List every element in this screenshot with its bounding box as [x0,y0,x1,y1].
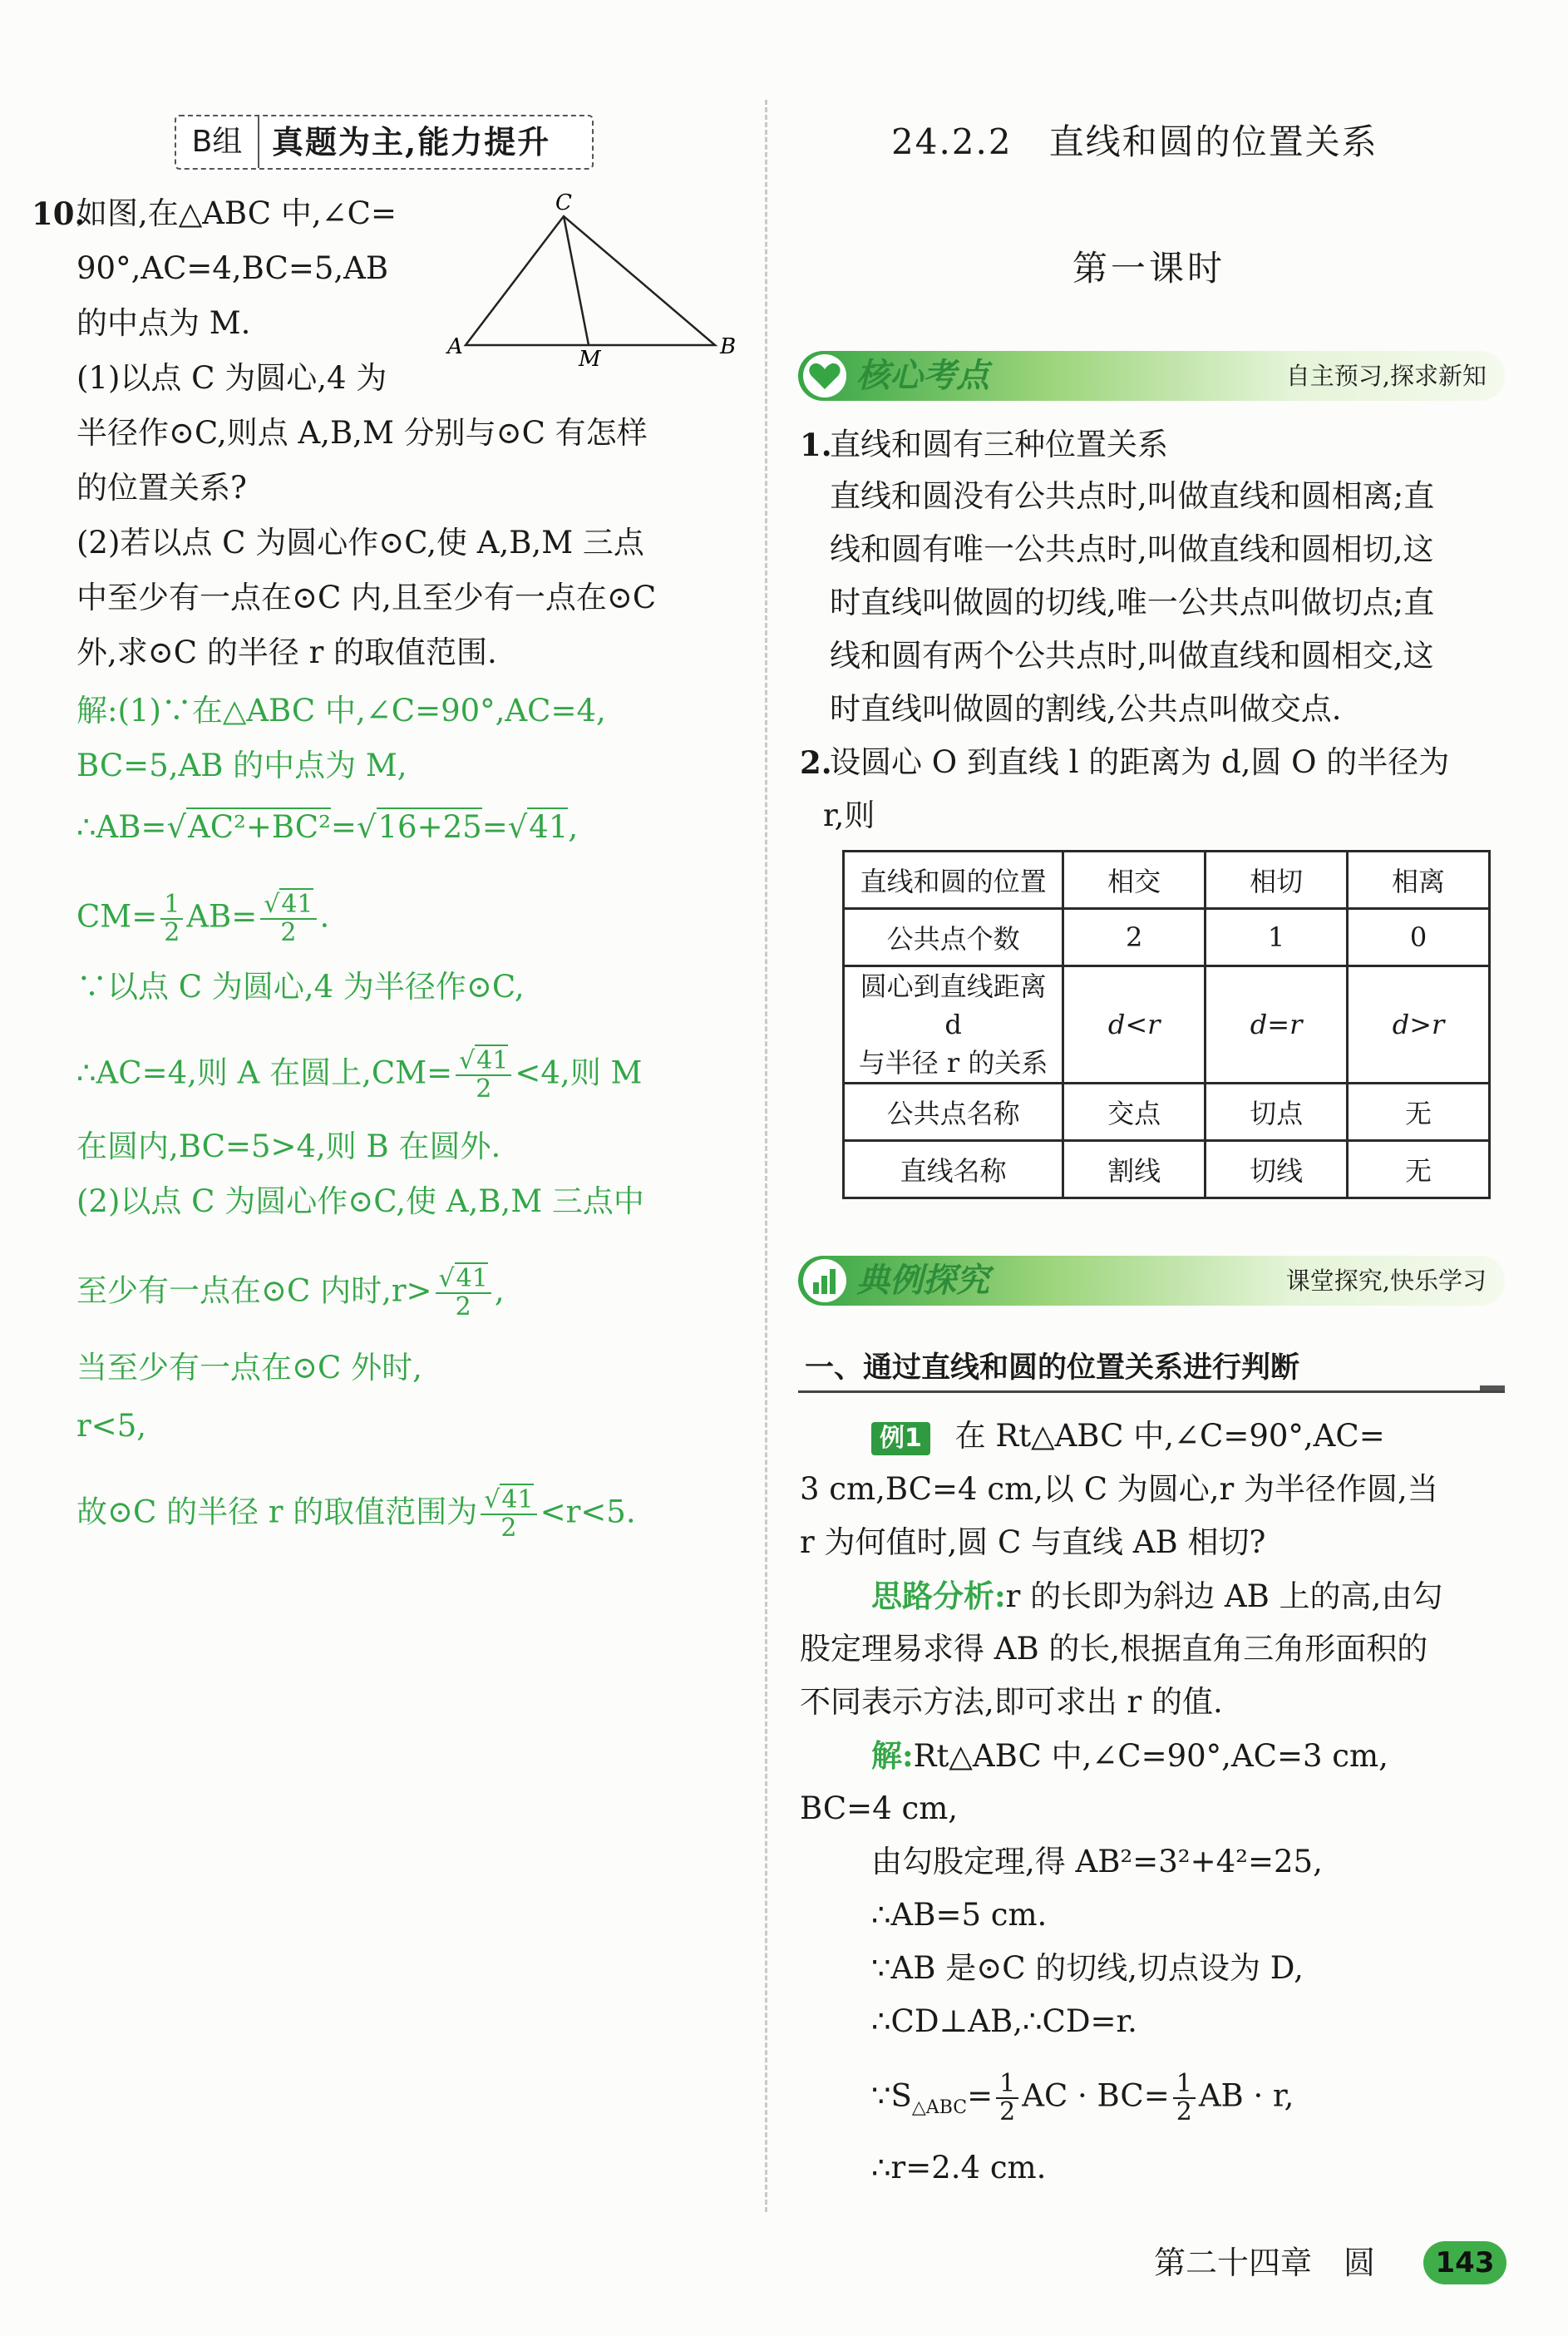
table-cell: 公共点名称 [844,1084,1063,1141]
table-cell: 1 [1206,909,1348,966]
question-line-1: 如图,在△ABC 中,∠C= [76,195,397,231]
analysis-label: 思路分析: [871,1578,1006,1614]
relation-table [842,850,1491,1199]
question-number: 10. [32,195,86,232]
example-solution-line-5: ∵AB 是⊙C 的切线,切点设为 D, [871,1950,1304,1986]
column-divider [765,100,767,2212]
point-1-line-3: 时直线叫做圆的切线,唯一公共点叫做切点;直 [830,585,1435,620]
chapter-footer: 第二十四章 圆 [1154,2245,1376,2281]
label-b: B [720,334,737,359]
core-points-title: 核心考点 [856,357,989,395]
examples-title: 典例探究 [856,1262,989,1300]
label-m: M [579,347,601,366]
example-line-3: r 为何值时,圆 C 与直线 AB 相切? [800,1524,1266,1560]
section-title: 24.2.2 直线和圆的位置关系 [891,121,1378,162]
question-line-9: 外,求⊙C 的半径 r 的取值范围. [76,635,497,670]
example-solution-line-1: 解:Rt△ABC 中,∠C=90°,AC=3 cm, [871,1737,1388,1774]
point-2-number: 2. [800,744,832,781]
table-cell: 公共点个数 [844,909,1063,966]
table-row [844,966,1490,1084]
subsection-title: 一、通过直线和圆的位置关系进行判断 [805,1351,1300,1385]
table-cell: 割线 [1063,1141,1206,1198]
example-solution-final: ∴r=2.4 cm. [871,2150,1047,2185]
point-1-line-5: 时直线叫做圆的割线,公共点叫做交点. [830,691,1342,727]
point-1-line-4: 线和圆有两个公共点时,叫做直线和圆相交,这 [830,638,1434,674]
solution-line-8: (2)以点 C 为圆心作⊙C,使 A,B,M 三点中 [76,1183,644,1219]
question-line-3: 的中点为 M. [76,305,251,341]
example-tag: 例1 [871,1422,930,1455]
subsection-rule-end [1480,1385,1505,1390]
solution-line-11: r<5, [76,1408,146,1444]
example-line-2: 3 cm,BC=4 cm,以 C 为圆心,r 为半径作圆,当 [800,1471,1438,1507]
solution-line-1: 解:(1)∵在△ABC 中,∠C=90°,AC=4, [76,693,606,728]
point-2-line-1: 设圆心 O 到直线 l 的距离为 d,圆 O 的半径为 [830,744,1450,780]
core-points-subtitle: 自主预习,探求新知 [1285,362,1487,390]
analysis-line-1: 思路分析:r 的长即为斜边 AB 上的高,由勾 [871,1578,1443,1614]
example-solution-line-3: 由勾股定理,得 AB²=3²+4²=25, [871,1844,1323,1879]
area-equation: $\because S_{\triangle ABC}=$ $\frac{1}{2}$ AC · BC= $\frac{1}{2}$ AB · r, [871,2069,1294,2126]
triangle-abc [466,216,715,345]
examples-band [798,1256,1505,1306]
solution-line-9: 至少有一点在⊙C 内时,r> $\frac{√41}{2}$ , [76,1264,505,1321]
solution-line-3: ∴AB=√AC²+BC²=√16+25=√41, [76,809,579,845]
label-c: C [555,191,572,215]
question-line-2: 90°,AC=4,BC=5,AB [76,250,389,286]
group-tag: B组 [176,116,259,168]
table-cell: 无 [1348,1084,1490,1141]
table-cell: 0 [1348,909,1490,966]
table-cell: 无 [1348,1141,1490,1198]
table-cell: 交点 [1063,1084,1206,1141]
example-solution-line-2: BC=4 cm, [800,1790,959,1826]
solution-line-5: ∵以点 C 为圆心,4 为半径作⊙C, [76,969,525,1005]
table-cell: d=r [1206,966,1348,1084]
question-line-8: 中至少有一点在⊙C 内,且至少有一点在⊙C [76,580,657,615]
point-1-line-2: 线和圆有唯一公共点时,叫做直线和圆相切,这 [830,531,1434,567]
table-header: 相切 [1206,852,1348,909]
point-1-line-1: 直线和圆没有公共点时,叫做直线和圆相离;直 [830,478,1435,514]
solution-line-12: 故⊙C 的半径 r 的取值范围为 $\frac{√41}{2}$ <r<5. [76,1485,636,1543]
solution-line-4: CM= $\frac{1}{2}$ AB= $\frac{√41}{2}$ . [76,890,330,947]
solution-line-2: BC=5,AB 的中点为 M, [76,748,407,783]
analysis-line-3: 不同表示方法,即可求出 r 的值. [800,1684,1223,1720]
page-number: 143 [1423,2241,1506,2284]
table-cell: 2 [1063,909,1206,966]
table-cell: d>r [1348,966,1490,1084]
group-title: 真题为主,能力提升 [272,123,551,161]
point-2-line-2: r,则 [823,798,875,833]
solution-line-6: ∴AC=4,则 A 在圆上,CM= $\frac{√41}{2}$ <4,则 M [76,1046,643,1104]
heart-icon [803,354,846,398]
solution-line-7: 在圆内,BC=5>4,则 B 在圆外. [76,1128,501,1164]
group-header-box [175,115,594,170]
question-line-5: 半径作⊙C,则点 A,B,M 分别与⊙C 有怎样 [76,415,648,451]
lesson-title: 第一课时 [1072,248,1226,289]
core-points-band [798,351,1505,401]
point-1-heading: 直线和圆有三种位置关系 [830,427,1168,462]
label-a: A [447,334,463,359]
table-row [844,1084,1490,1141]
chart-icon [803,1259,846,1302]
table-cell: 圆心到直线距离 d 与半径 r 的关系 [844,966,1063,1084]
question-line-7: (2)若以点 C 为圆心作⊙C,使 A,B,M 三点 [76,525,644,561]
subsection-rule [798,1390,1505,1393]
question-line-4: (1)以点 C 为圆心,4 为 [76,360,387,396]
triangle-figure [441,191,740,366]
analysis-line-2: 股定理易求得 AB 的长,根据直角三角形面积的 [800,1631,1428,1667]
table-row [844,909,1490,966]
table-cell: d<r [1063,966,1206,1084]
solution-line-10: 当至少有一点在⊙C 外时, [76,1350,422,1385]
table-header: 相交 [1063,852,1206,909]
table-cell: 切点 [1206,1084,1348,1141]
table-row [844,1141,1490,1198]
example-solution-line-6: ∴CD⊥AB,∴CD=r. [871,2003,1137,2039]
table-cell: 直线名称 [844,1141,1063,1198]
solution-label: 解: [871,1737,914,1774]
examples-subtitle: 课堂探究,快乐学习 [1285,1267,1487,1295]
question-line-6: 的位置关系? [76,470,247,506]
table-header: 相离 [1348,852,1490,909]
table-cell: 切线 [1206,1141,1348,1198]
table-row [844,852,1490,909]
point-1-number: 1. [800,427,832,463]
example-line-1: 例1 在 Rt△ABC 中,∠C=90°,AC= [871,1415,1385,1457]
table-header: 直线和圆的位置 [844,852,1063,909]
example-solution-line-4: ∴AB=5 cm. [871,1897,1048,1933]
